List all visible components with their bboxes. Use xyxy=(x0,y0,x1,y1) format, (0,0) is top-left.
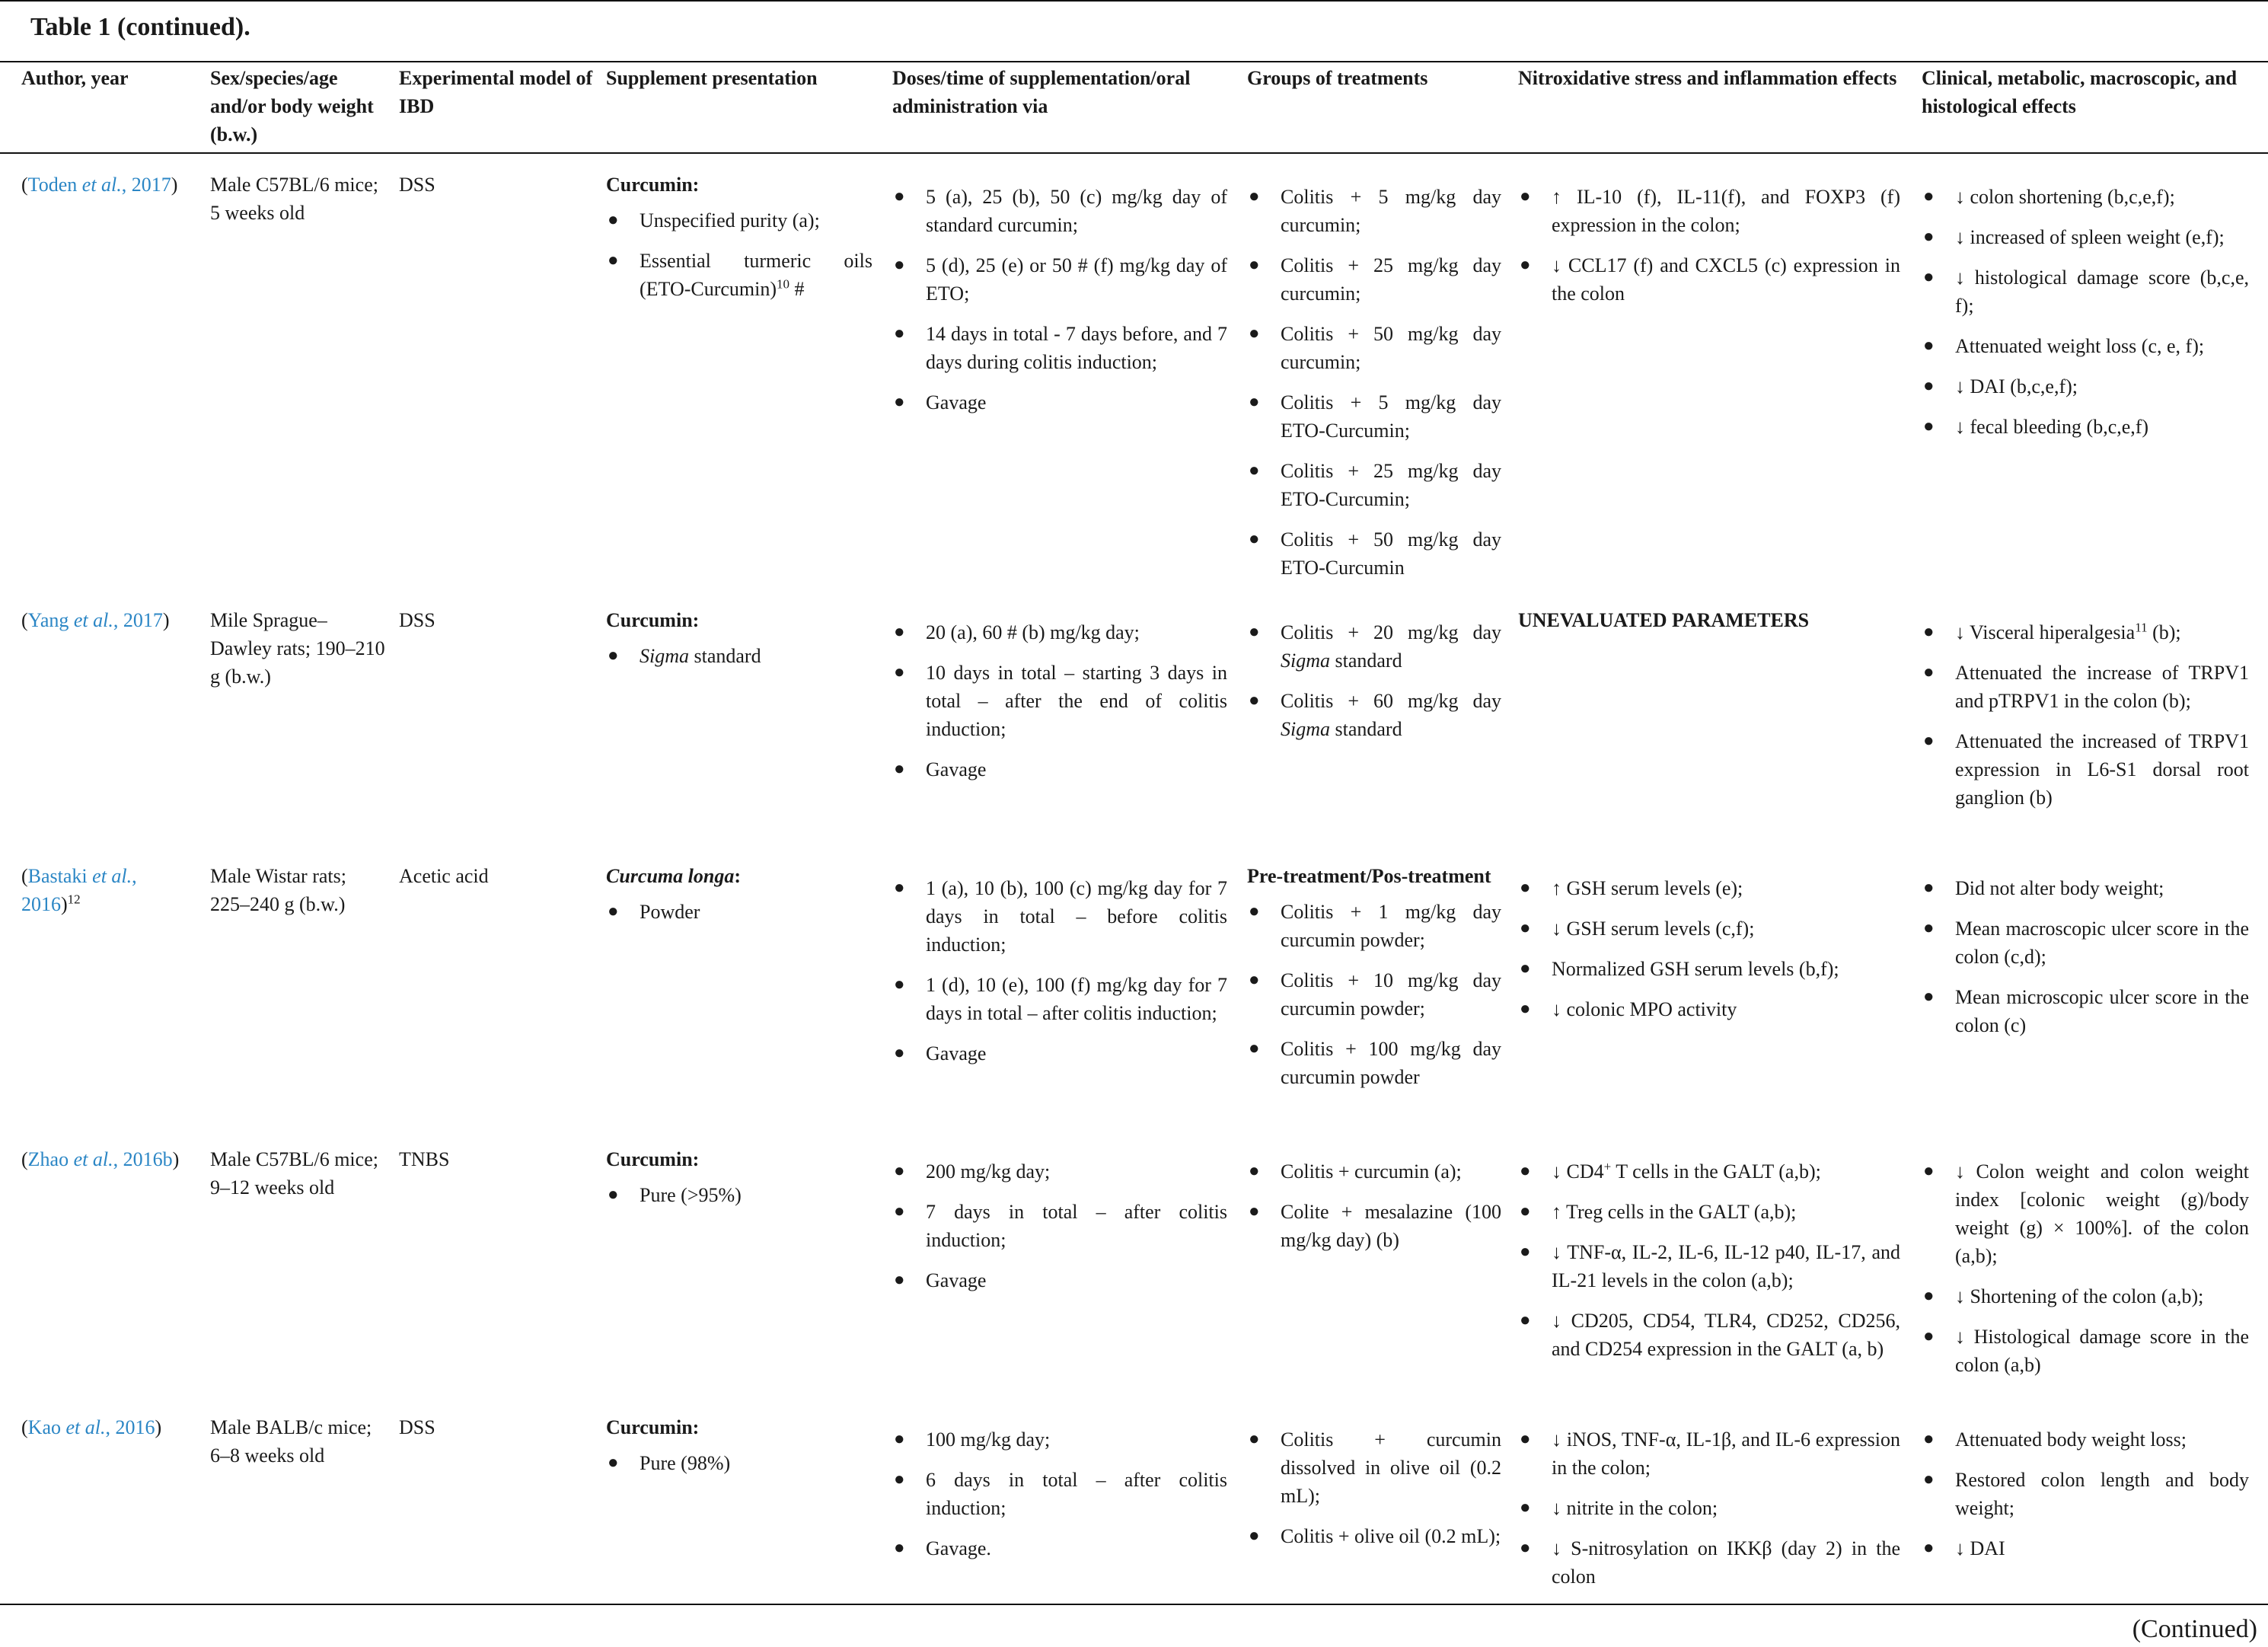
row-0-clinical xyxy=(1922,183,2249,453)
row-1-doses xyxy=(892,618,1227,796)
groups-title: Pre-treatment/Pos-treatment xyxy=(1247,865,1491,887)
row-2-supplement xyxy=(606,862,872,938)
row-3-author: (Zhao et al., 2016b) xyxy=(21,1148,180,1170)
list-item: ● Gavage xyxy=(892,755,1227,784)
row-1-groups xyxy=(1247,618,1501,755)
row-3-subject: Male C57BL/6 mice; 9–12 weeks old xyxy=(210,1148,378,1199)
table-bottom-rule xyxy=(0,1604,2268,1605)
list-item: ● ↓ colon shortening (b,c,e,f); xyxy=(1922,183,2249,211)
list-item: ● ↓ CD4+ T cells in the GALT (a,b); xyxy=(1518,1157,1900,1186)
list-item: ● Gavage. xyxy=(892,1534,1227,1562)
list-item: ● ↓ Colon weight and colon weight index [colonic weight (g)/body weight (g) × 100%]. of the colon (a,b); xyxy=(1922,1157,2249,1270)
list-item: ● ↑ IL-10 (f), IL-11(f), and FOXP3 (f) expression in the colon; xyxy=(1518,183,1900,239)
list-item: ● ↓ TNF-α, IL-2, IL-6, IL-12 p40, IL-17, and IL-21 levels in the colon (a,b); xyxy=(1518,1238,1900,1294)
list-item: ● ↓ increased of spleen weight (e,f); xyxy=(1922,223,2249,251)
row-1-supplement xyxy=(606,606,872,682)
row-4-groups xyxy=(1247,1425,1501,1562)
citation-link[interactable]: Zhao et al., 2016b xyxy=(27,1148,173,1170)
row-0-nitro xyxy=(1518,183,1900,320)
list-item: ● 5 (d), 25 (e) or 50 # (f) mg/kg day of ETO; xyxy=(892,251,1227,308)
row-4-clinical xyxy=(1922,1425,2249,1575)
list-item: ● Colitis + curcumin (a); xyxy=(1247,1157,1501,1186)
list-item: ● ↓ colonic MPO activity xyxy=(1518,995,1900,1023)
row-3-nitro xyxy=(1518,1157,1900,1375)
list-item: ● Colitis + 5 mg/kg day ETO-Curcumin; xyxy=(1247,388,1501,445)
header-supplement: Supplement presentation xyxy=(606,67,818,89)
list-item: ● ↓ CD205, CD54, TLR4, CD252, CD256, and CD254 expression in the GALT (a, b) xyxy=(1518,1307,1900,1363)
header-bottom-rule xyxy=(0,152,2268,154)
header-model: Experimental model of IBD xyxy=(399,67,593,117)
list-item: ● Normalized GSH serum levels (b,f); xyxy=(1518,955,1900,983)
list-item: ● Colitis + 50 mg/kg day ETO-Curcumin xyxy=(1247,525,1501,582)
row-4-subject: Male BALB/c mice; 6–8 weeks old xyxy=(210,1416,372,1467)
list-item: ● Mean microscopic ulcer score in the colon (c) xyxy=(1922,983,2249,1039)
list-item: ● ↓ CCL17 (f) and CXCL5 (c) expression in the colon xyxy=(1518,251,1900,308)
list-item: ● 200 mg/kg day; xyxy=(892,1157,1227,1186)
supplement-title: Curcumin: xyxy=(606,1416,700,1438)
list-item: ● Colitis + 25 mg/kg day ETO-Curcumin; xyxy=(1247,457,1501,513)
list-item: ● Colitis + olive oil (0.2 mL); xyxy=(1247,1522,1501,1550)
list-item: ● Restored colon length and body weight; xyxy=(1922,1466,2249,1522)
row-2-nitro xyxy=(1518,874,1900,1036)
row-3-clinical xyxy=(1922,1157,2249,1391)
row-1-clinical xyxy=(1922,618,2249,824)
row-2-groups xyxy=(1247,862,1501,1103)
header-subject: Sex/species/age and/or body weight (b.w.) xyxy=(210,67,374,145)
list-item: ● 7 days in total – after colitis induction; xyxy=(892,1198,1227,1254)
row-0-model: DSS xyxy=(399,174,435,196)
list-item: ● 6 days in total – after colitis induction; xyxy=(892,1466,1227,1522)
header-author: Author, year xyxy=(21,67,129,89)
row-1-model: DSS xyxy=(399,609,435,631)
row-3-doses xyxy=(892,1157,1227,1307)
row-4-author: (Kao et al., 2016) xyxy=(21,1416,162,1438)
citation-link[interactable]: Yang et al., 2017 xyxy=(27,609,163,631)
supplement-title: Curcumin: xyxy=(606,174,700,196)
row-2-clinical xyxy=(1922,874,2249,1052)
list-item: ● ↓ nitrite in the colon; xyxy=(1518,1494,1900,1522)
header-nitro: Nitroxidative stress and inflammation effects xyxy=(1518,67,1897,89)
list-item: ● 14 days in total - 7 days before, and 7 days during colitis induction; xyxy=(892,320,1227,376)
supplement-title: Curcumin: xyxy=(606,1148,700,1170)
row-2-model: Acetic acid xyxy=(399,865,489,887)
row-4-supplement xyxy=(606,1413,872,1489)
list-item: ● 5 (a), 25 (b), 50 (c) mg/kg day of standard curcumin; xyxy=(892,183,1227,239)
row-4-model: DSS xyxy=(399,1416,435,1438)
list-item: ● Did not alter body weight; xyxy=(1922,874,2249,902)
header-groups: Groups of treatments xyxy=(1247,67,1428,89)
list-item: ● ↑ Treg cells in the GALT (a,b); xyxy=(1518,1198,1900,1226)
list-item: ● Attenuated the increase of TRPV1 and pTRPV1 in the colon (b); xyxy=(1922,659,2249,715)
row-2-author: (Bastaki et al., 2016)$^{12}$ xyxy=(21,865,137,915)
list-item: ● Colitis + 60 mg/kg day Sigma standard xyxy=(1247,687,1501,743)
list-item: ● 1 (d), 10 (e), 100 (f) mg/kg day for 7 days in total – after colitis induction; xyxy=(892,971,1227,1027)
list-item: ● Colitis + 10 mg/kg day curcumin powder; xyxy=(1247,966,1501,1023)
row-3-supplement xyxy=(606,1145,872,1221)
list-item: ● ↓ S-nitrosylation on IKKβ (day 2) in the colon xyxy=(1518,1534,1900,1591)
row-3-groups xyxy=(1247,1157,1501,1266)
list-item: ● Colitis + 25 mg/kg day curcumin; xyxy=(1247,251,1501,308)
list-item: ● Colitis + 50 mg/kg day curcumin; xyxy=(1247,320,1501,376)
list-item: ● ↓ Histological damage score in the colon (a,b) xyxy=(1922,1323,2249,1379)
supplement-title: Curcuma longa: xyxy=(606,865,741,887)
row-0-groups xyxy=(1247,183,1501,594)
row-1-subject: Mile Sprague–Dawley rats; 190–210 g (b.w.) xyxy=(210,609,385,688)
citation-link[interactable]: Bastaki et al., 2016 xyxy=(21,865,137,915)
supplement-title: Curcumin: xyxy=(606,609,700,631)
row-2-doses xyxy=(892,874,1227,1080)
list-item: ● Colitis + 20 mg/kg day Sigma standard xyxy=(1247,618,1501,675)
list-item: ● Pure (98%) xyxy=(606,1449,872,1477)
list-item: ● ↓ histological damage score (b,c,e, f); xyxy=(1922,263,2249,320)
list-item: ● Gavage xyxy=(892,1039,1227,1068)
list-item: ● Colite + mesalazine (100 mg/kg day) (b) xyxy=(1247,1198,1501,1254)
list-item: ● Attenuated the increased of TRPV1 expression in L6-S1 dorsal root ganglion (b) xyxy=(1922,727,2249,812)
row-0-supplement xyxy=(606,171,872,315)
list-item: ● 10 days in total – starting 3 days in total – after the end of colitis induction; xyxy=(892,659,1227,743)
list-item: ● Colitis + curcumin dissolved in olive oil (0.2 mL); xyxy=(1247,1425,1501,1510)
row-0-doses xyxy=(892,183,1227,429)
list-item: ● 100 mg/kg day; xyxy=(892,1425,1227,1454)
list-item: ● ↓ Visceral hiperalgesia$^{11}$ (b); xyxy=(1922,618,2249,646)
row-2-subject: Male Wistar rats; 225–240 g (b.w.) xyxy=(210,865,346,915)
list-item: ● ↑ GSH serum levels (e); xyxy=(1518,874,1900,902)
header-clinical: Clinical, metabolic, macroscopic, and histological effects xyxy=(1922,67,2238,117)
row-1-author: (Yang et al., 2017) xyxy=(21,609,170,631)
list-item: ● Attenuated body weight loss; xyxy=(1922,1425,2249,1454)
list-item: ● Colitis + 100 mg/kg day curcumin powder xyxy=(1247,1035,1501,1091)
header-top-rule xyxy=(0,61,2268,62)
row-4-nitro xyxy=(1518,1425,1900,1603)
list-item: ● ↓ GSH serum levels (c,f); xyxy=(1518,914,1900,943)
row-1-nitro: UNEVALUATED PARAMETERS xyxy=(1518,609,1810,631)
citation-link[interactable]: Toden et al., 2017 xyxy=(27,174,171,196)
list-item: ● ↓ DAI xyxy=(1922,1534,2249,1562)
row-0-author: (Toden et al., 2017) xyxy=(21,174,178,196)
row-0-subject: Male C57BL/6 mice; 5 weeks old xyxy=(210,174,378,224)
list-item: ● Colitis + 5 mg/kg day curcumin; xyxy=(1247,183,1501,239)
continued-label: (Continued) xyxy=(2132,1615,2257,1643)
list-item: ● 20 (a), 60 # (b) mg/kg day; xyxy=(892,618,1227,646)
list-item: ● ↓ iNOS, TNF-α, IL-1β, and IL-6 expression in the colon; xyxy=(1518,1425,1900,1482)
list-item: ● Gavage xyxy=(892,388,1227,417)
list-item: ● Attenuated weight loss (c, e, f); xyxy=(1922,332,2249,360)
list-item: ● Colitis + 1 mg/kg day curcumin powder; xyxy=(1247,898,1501,954)
list-item: ● Gavage xyxy=(892,1266,1227,1294)
citation-link[interactable]: Kao et al., 2016 xyxy=(27,1416,155,1438)
list-item: ● Powder xyxy=(606,898,872,926)
list-item: ● ↓ fecal bleeding (b,c,e,f) xyxy=(1922,413,2249,441)
list-item: ● ↓ Shortening of the colon (a,b); xyxy=(1922,1282,2249,1310)
list-item: ● Mean macroscopic ulcer score in the colon (c,d); xyxy=(1922,914,2249,971)
row-3-model: TNBS xyxy=(399,1148,450,1170)
row-4-doses xyxy=(892,1425,1227,1575)
list-item: ● Pure (>95%) xyxy=(606,1181,872,1209)
top-rule xyxy=(0,0,2268,2)
list-item: ● Sigma standard xyxy=(606,642,872,670)
list-item: ● ↓ DAI (b,c,e,f); xyxy=(1922,372,2249,401)
list-item: ● 1 (a), 10 (b), 100 (c) mg/kg day for 7 days in total – before colitis induction; xyxy=(892,874,1227,959)
list-item: ● Essential turmeric oils (ETO-Curcumin)$^{10}$ # xyxy=(606,247,872,303)
table-title: Table 1 (continued). xyxy=(30,13,250,41)
list-item: ● Unspecified purity (a); xyxy=(606,206,872,235)
header-doses: Doses/time of supplementation/oral administration via xyxy=(892,67,1191,117)
